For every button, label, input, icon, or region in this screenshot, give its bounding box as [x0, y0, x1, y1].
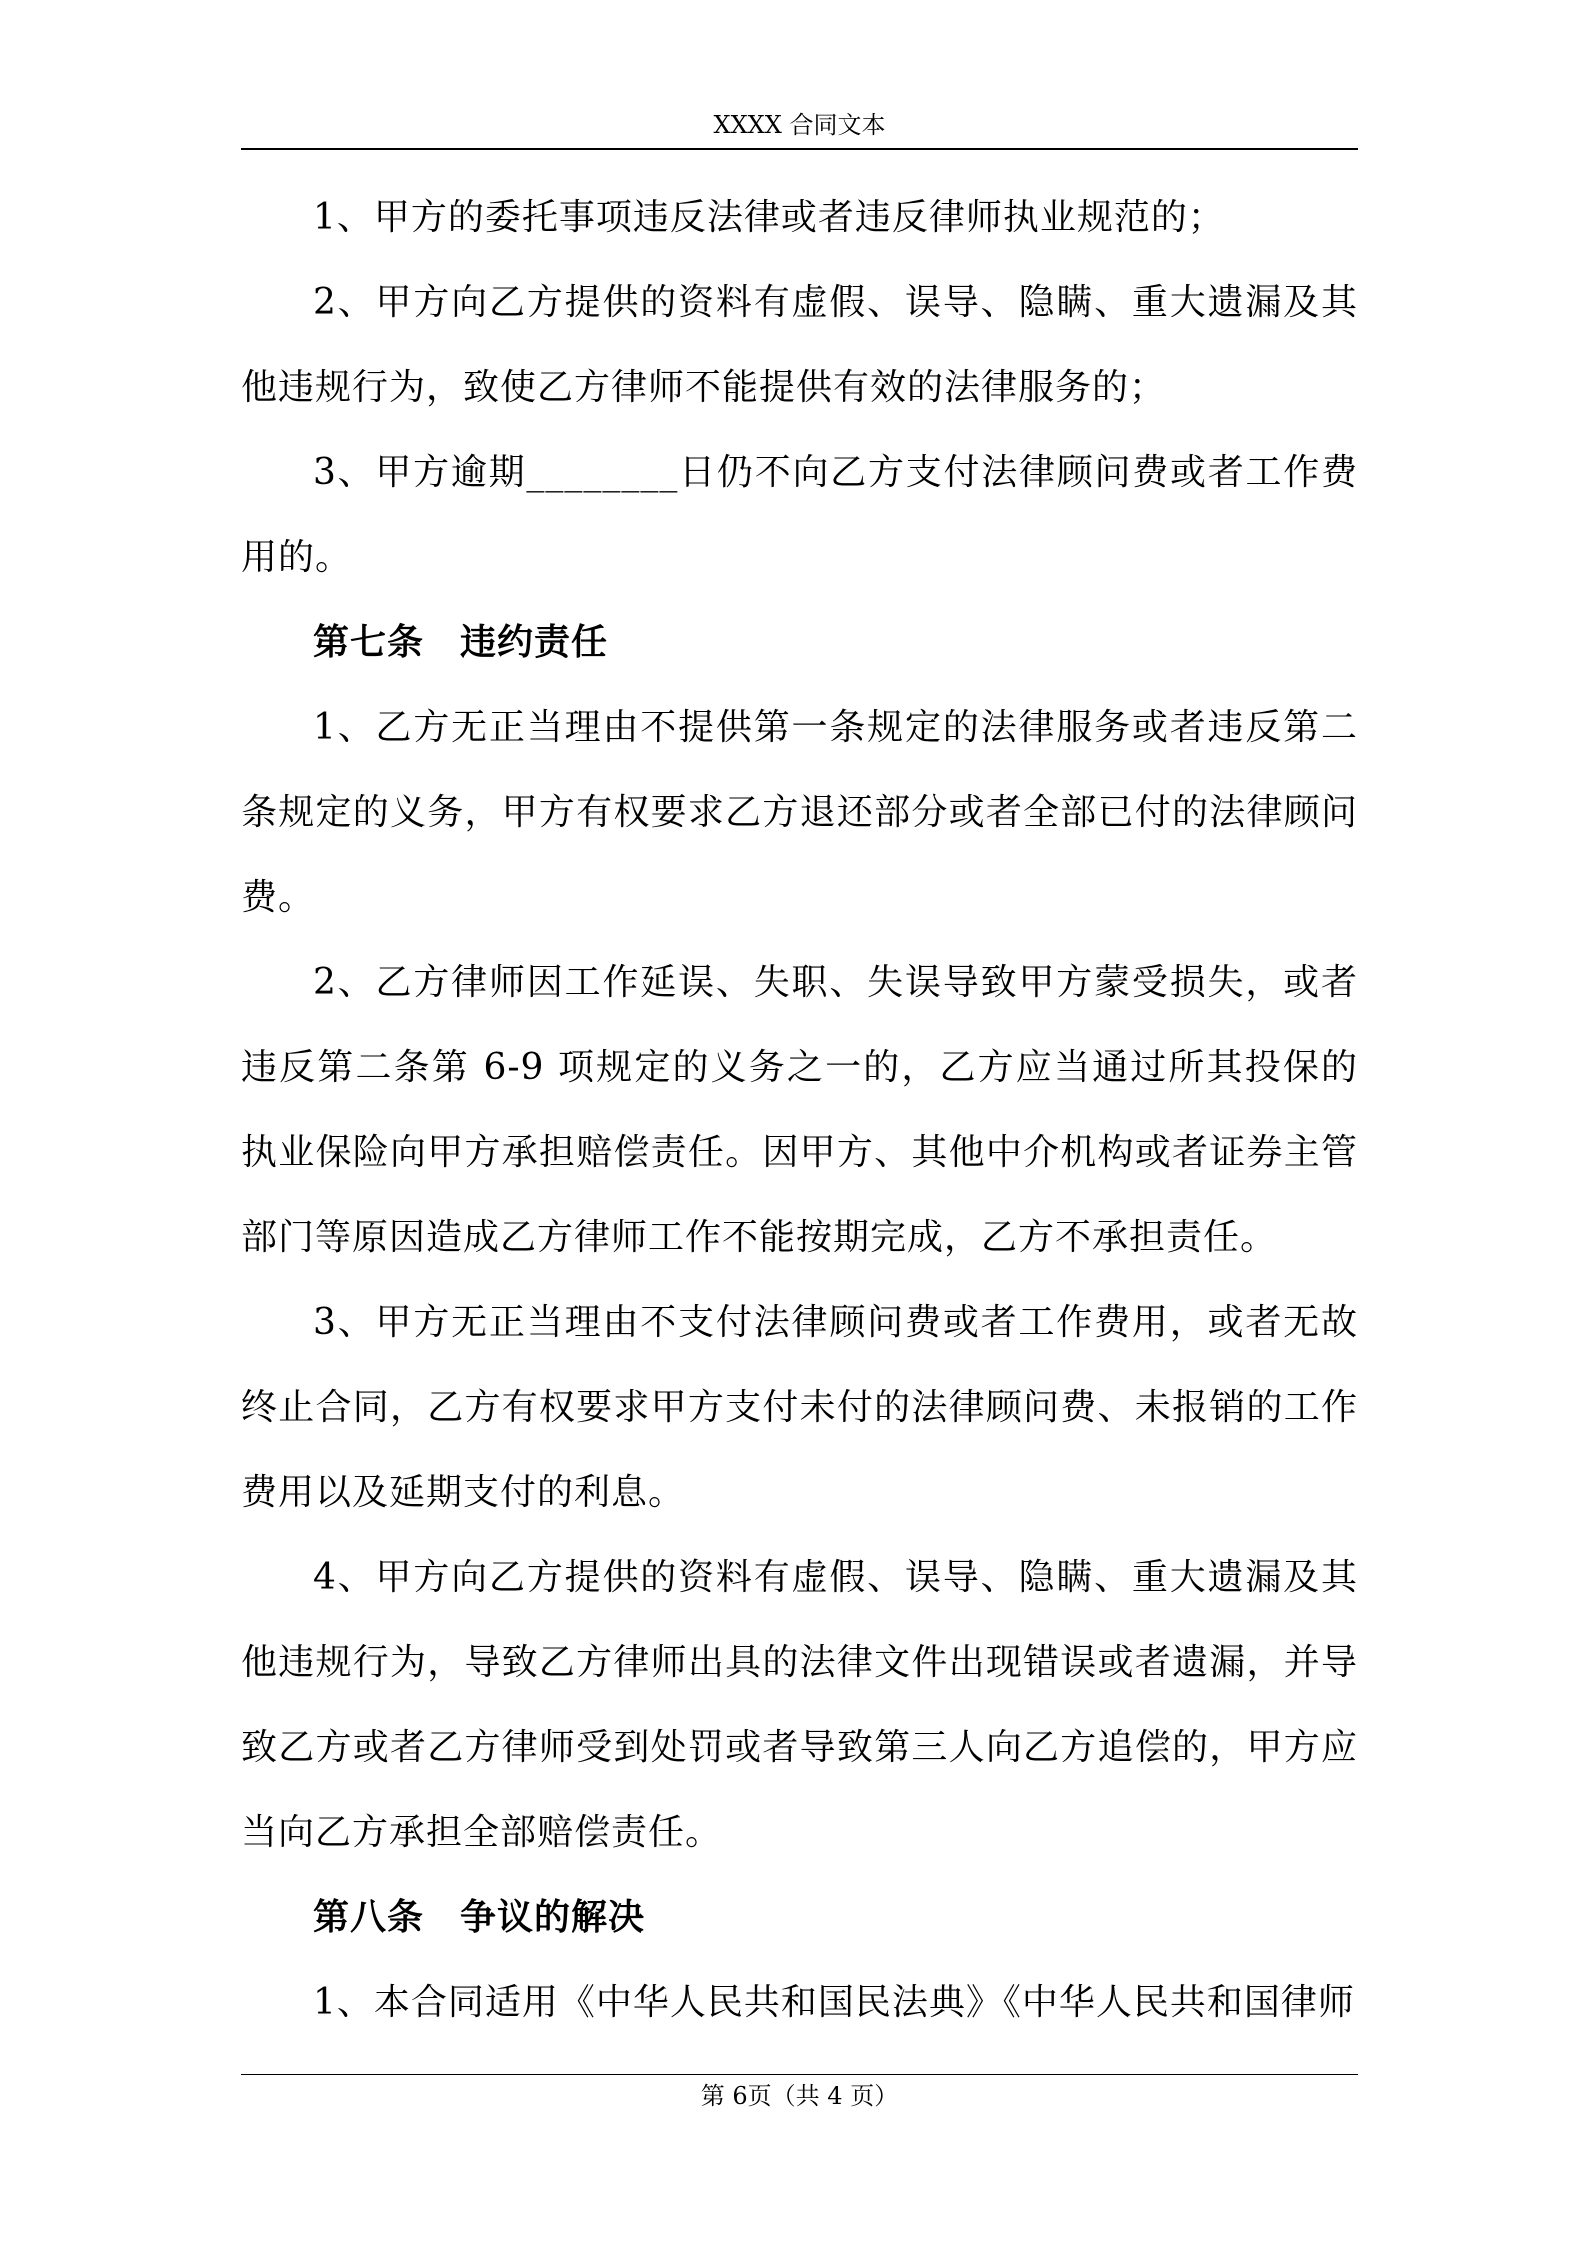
paragraph-termination-2: 2、甲方向乙方提供的资料有虚假、误导、隐瞒、重大遗漏及其他违规行为，致使乙方律师不能提供有效的法律服务的； — [241, 282, 1358, 408]
paragraph-liability-3: 3、甲方无正当理由不支付法律顾问费或者工作费用，或者无故终止合同，乙方有权要求甲方支付未付的法律顾问费、未报销的工作费用以及延期支付的利息。 — [241, 1302, 1358, 1513]
paragraph-liability-2: 2、乙方律师因工作延误、失职、失误导致甲方蒙受损失，或者违反第二条第 6-9 项规定的义务之一的，乙方应当通过所其投保的执业保险向甲方承担赔偿责任。因甲方、其他中介机构或者证券主管部门等原因造成乙方律师工作不能按期完成，乙方不承担责任。 — [241, 962, 1358, 1258]
paragraph-termination-3: 3、甲方逾期________日仍不向乙方支付法律顾问费或者工作费用的。 — [241, 452, 1358, 578]
paragraph-liability-4: 4、甲方向乙方提供的资料有虚假、误导、隐瞒、重大遗漏及其他违规行为，导致乙方律师出具的法律文件出现错误或者遗漏，并导致乙方或者乙方律师受到处罚或者导致第三人向乙方追偿的，甲方应当向乙方承担全部赔偿责任。 — [241, 1557, 1358, 1853]
header-title: XXXX 合同文本 — [713, 111, 886, 139]
document-body — [241, 175, 1358, 2045]
article-7-title: 违约责任 — [460, 621, 609, 663]
article-8-title: 争议的解决 — [460, 1896, 646, 1938]
paragraph-termination-1: 1、甲方的委托事项违反法律或者违反律师执业规范的； — [313, 197, 1225, 238]
article-7-number: 第七条 — [313, 621, 425, 663]
article-8-number: 第八条 — [313, 1896, 425, 1938]
page-footer — [241, 2074, 1358, 2113]
page-header — [241, 108, 1358, 150]
paragraph-liability-1: 1、乙方无正当理由不提供第一条规定的法律服务或者违反第二条规定的义务，甲方有权要求乙方退还部分或者全部已付的法律顾问费。 — [241, 707, 1358, 918]
article-7-heading — [241, 600, 1358, 685]
paragraph-dispute-1: 1、本合同适用《中华人民共和国民法典》《中华人民共和国律师 — [313, 1982, 1355, 2023]
article-8-heading — [241, 1875, 1358, 1960]
page-number: 第 6页（共 4 页） — [700, 2082, 899, 2110]
